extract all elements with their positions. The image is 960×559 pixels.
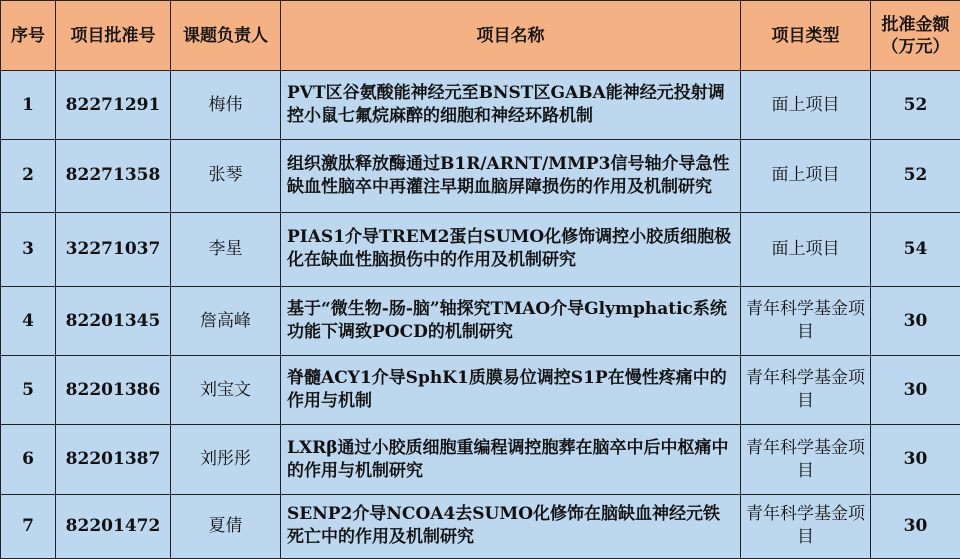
cell-title: 基于“微生物-肠-脑”轴探究TMAO介导Glymphatic系统功能下调致POCD的机制研究	[281, 286, 741, 355]
cell-seq: 3	[1, 212, 56, 286]
cell-approval-no: 82271291	[56, 71, 171, 140]
table-row	[1, 356, 960, 425]
table-body	[1, 71, 960, 559]
header-title: 项目名称	[281, 1, 741, 71]
cell-amount: 52	[871, 71, 960, 140]
table-row	[1, 286, 960, 355]
cell-leader: 梅伟	[171, 71, 281, 140]
cell-approval-no: 82201386	[56, 356, 171, 425]
cell-title: 组织激肽释放酶通过B1R/ARNT/MMP3信号轴介导急性缺血性脑卒中再灌注早期血脑屏障损伤的作用及机制研究	[281, 140, 741, 212]
cell-type: 青年科学基金项目	[741, 425, 871, 494]
cell-type: 面上项目	[741, 71, 871, 140]
cell-approval-no: 82271358	[56, 140, 171, 212]
cell-leader: 刘彤彤	[171, 425, 281, 494]
cell-amount: 30	[871, 494, 960, 558]
cell-amount: 30	[871, 356, 960, 425]
cell-approval-no: 82201387	[56, 425, 171, 494]
cell-approval-no: 32271037	[56, 212, 171, 286]
cell-leader: 夏倩	[171, 494, 281, 558]
cell-amount: 30	[871, 425, 960, 494]
cell-amount: 52	[871, 140, 960, 212]
header-row	[1, 1, 960, 71]
cell-seq: 5	[1, 356, 56, 425]
cell-seq: 4	[1, 286, 56, 355]
cell-leader: 张琴	[171, 140, 281, 212]
cell-approval-no: 82201345	[56, 286, 171, 355]
cell-type: 青年科学基金项目	[741, 286, 871, 355]
table-row	[1, 212, 960, 286]
cell-type: 青年科学基金项目	[741, 494, 871, 558]
header-type: 项目类型	[741, 1, 871, 71]
header-amount-line2: （万元）	[881, 36, 950, 57]
header-amount	[871, 1, 960, 71]
cell-leader: 詹高峰	[171, 286, 281, 355]
cell-seq: 2	[1, 140, 56, 212]
table-row	[1, 71, 960, 140]
header-leader: 课题负责人	[171, 1, 281, 71]
table-row	[1, 494, 960, 558]
cell-title: LXRβ通过小胶质细胞重编程调控胞葬在脑卒中后中枢痛中的作用与机制研究	[281, 425, 741, 494]
cell-seq: 7	[1, 494, 56, 558]
table-row	[1, 425, 960, 494]
cell-leader: 李星	[171, 212, 281, 286]
cell-title: 脊髓ACY1介导SphK1质膜易位调控S1P在慢性疼痛中的作用与机制	[281, 356, 741, 425]
cell-title: PVT区谷氨酸能神经元至BNST区GABA能神经元投射调控小鼠七氟烷麻醉的细胞和神经环路机制	[281, 71, 741, 140]
cell-amount: 30	[871, 286, 960, 355]
table-header	[1, 1, 960, 71]
cell-seq: 1	[1, 71, 56, 140]
cell-approval-no: 82201472	[56, 494, 171, 558]
cell-seq: 6	[1, 425, 56, 494]
table-row	[1, 140, 960, 212]
cell-type: 面上项目	[741, 212, 871, 286]
header-approval-no: 项目批准号	[56, 1, 171, 71]
header-amount-line1: 批准金额	[881, 14, 950, 35]
cell-type: 青年科学基金项目	[741, 356, 871, 425]
cell-title: SENP2介导NCOA4去SUMO化修饰在脑缺血神经元铁死亡中的作用及机制研究	[281, 494, 741, 558]
cell-leader: 刘宝文	[171, 356, 281, 425]
cell-title: PIAS1介导TREM2蛋白SUMO化修饰调控小胶质细胞极化在缺血性脑损伤中的作用及机制研究	[281, 212, 741, 286]
cell-type: 面上项目	[741, 140, 871, 212]
cell-amount: 54	[871, 212, 960, 286]
header-seq: 序号	[1, 1, 56, 71]
